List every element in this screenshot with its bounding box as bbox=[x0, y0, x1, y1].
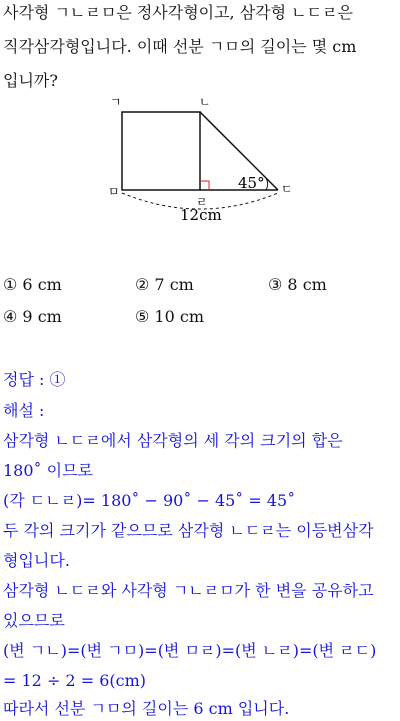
solution-line-6: 삼각형 ㄴㄷㄹ와 사각형 ㄱㄴㄹㅁ가 한 변을 공유하고 bbox=[3, 581, 374, 600]
geometry-figure bbox=[100, 95, 300, 225]
length-label: 12cm bbox=[180, 206, 222, 224]
right-angle-mark bbox=[200, 181, 209, 190]
angle-arc bbox=[266, 178, 268, 190]
label-n: ㄴ bbox=[199, 95, 211, 109]
choice-3[interactable]: ③ 8 cm bbox=[268, 275, 327, 294]
label-r: ㄹ bbox=[196, 195, 208, 209]
solution-line-1: 삼각형 ㄴㄷㄹ에서 삼각형의 세 각의 크기의 합은 bbox=[3, 431, 343, 450]
solution-line-10: 따라서 선분 ㄱㅁ의 길이는 6 cm 입니다. bbox=[3, 699, 290, 718]
angle-label: 45° bbox=[238, 174, 265, 192]
choice-2[interactable]: ② 7 cm bbox=[135, 275, 194, 294]
square-shape bbox=[122, 112, 200, 190]
label-m: ㅁ bbox=[108, 185, 120, 199]
solution-line-9: = 12 ÷ 2 = 6(cm) bbox=[3, 671, 146, 690]
question-line-2: 직각삼각형입니다. 이때 선분 ㄱㅁ의 길이는 몇 cm bbox=[3, 37, 357, 56]
answer-line: 정답 : ① bbox=[3, 370, 66, 389]
choice-5[interactable]: ⑤ 10 cm bbox=[135, 307, 205, 326]
question-line-1: 사각형 ㄱㄴㄹㅁ은 정사각형이고, 삼각형 ㄴㄷㄹ은 bbox=[3, 3, 354, 22]
solution-line-4: 두 각의 크기가 같으므로 삼각형 ㄴㄷㄹ는 이등변삼각 bbox=[3, 521, 374, 540]
question-line-3: 입니까? bbox=[3, 71, 58, 90]
label-d: ㄷ bbox=[281, 182, 293, 196]
solution-line-8: (변 ㄱㄴ)=(변 ㄱㅁ)=(변 ㅁㄹ)=(변 ㄴㄹ)=(변 ㄹㄷ) bbox=[3, 641, 377, 660]
solution-line-3: (각 ㄷㄴㄹ)= 180˚ − 90˚ − 45˚ = 45˚ bbox=[3, 491, 296, 510]
solution-heading: 해설 : bbox=[3, 401, 45, 420]
solution-line-5: 형입니다. bbox=[3, 551, 70, 570]
choice-1[interactable]: ① 6 cm bbox=[3, 275, 62, 294]
solution-line-7: 있으므로 bbox=[3, 611, 65, 630]
choice-4[interactable]: ④ 9 cm bbox=[3, 307, 62, 326]
solution-line-2: 180˚ 이므로 bbox=[3, 461, 93, 480]
label-g: ㄱ bbox=[110, 95, 122, 109]
